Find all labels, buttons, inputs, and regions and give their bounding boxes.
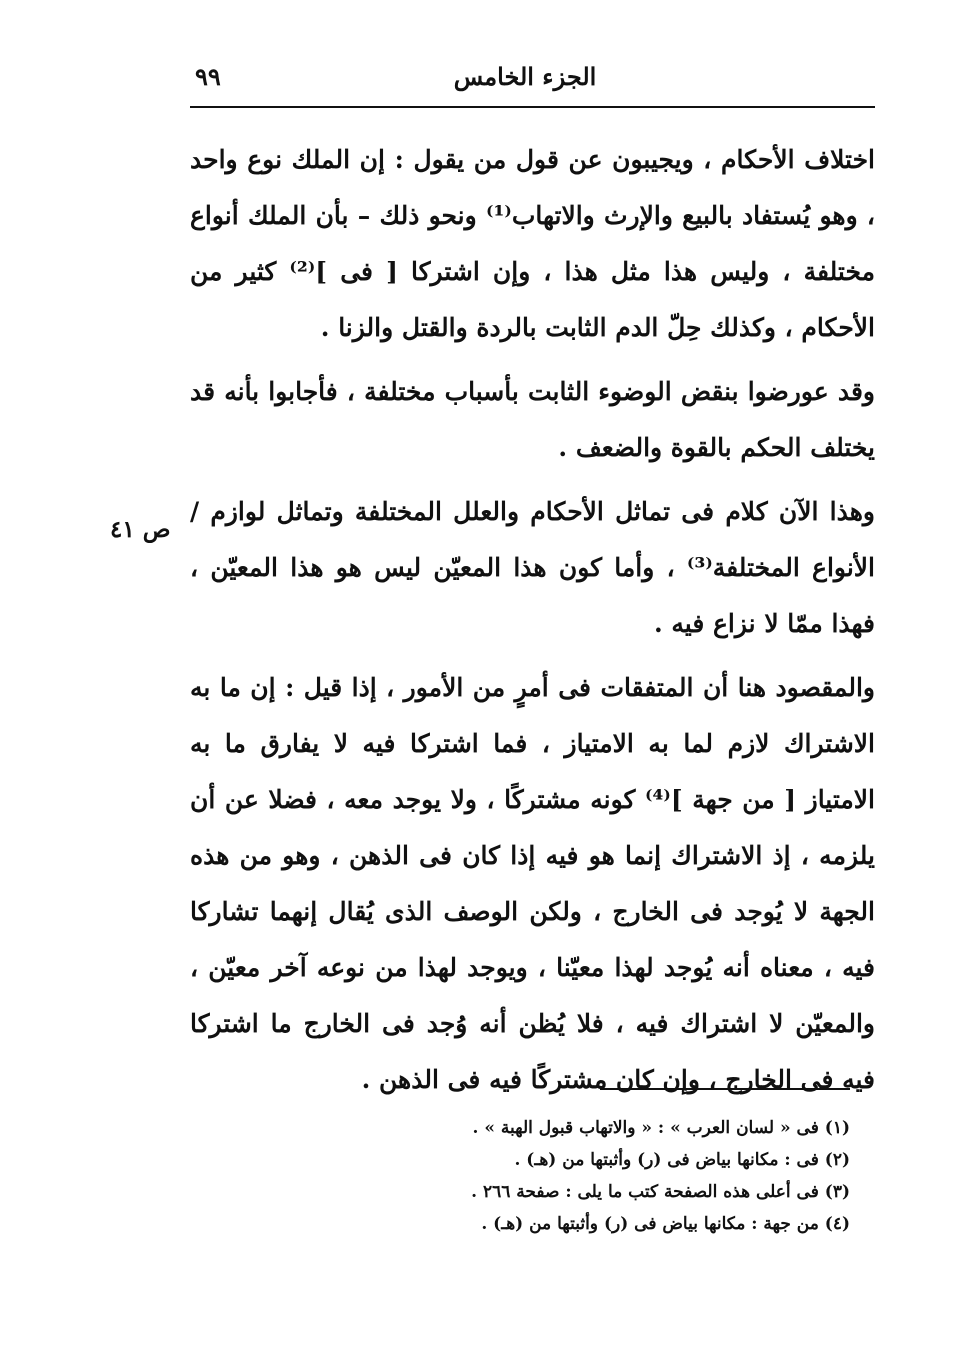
paragraph-3: وهذا الآن كلام فى تماثل الأحكام والعلل المختلفة وتماثل لوازم / الأنواع المختلفة⁽³⁾ ، وأما كون هذا المعيّن ليس هو هذا المعيّن ، فهذا ممّا لا نزاع فيه . xyxy=(190,497,875,638)
footnote-1: (١) فى « لسان العرب » : « والاتهاب قبول الهبة » . xyxy=(472,1118,850,1138)
page-number: ٩٩ xyxy=(195,62,221,91)
paragraph-2: وقد عورضوا بنقض الوضوء الثابت بأسباب مختلفة ، فأجابوا بأنه قد يختلف الحكم بالقوة والضعف . xyxy=(190,377,875,462)
main-text xyxy=(190,132,875,1108)
header-divider xyxy=(190,106,875,108)
footnote-4: (٤) من جهة : مكانها بياض فى (ر) وأثبتها من (هـ) . xyxy=(481,1214,850,1234)
footnote-2: (٢) فى : مكانها بياض فى (ر) وأثبتها من (هـ) . xyxy=(514,1150,850,1170)
paragraph-4: والمقصود هنا أن المتفقات فى أمرٍ من الأمور ، إذا قيل : إن ما به الاشتراك لازم لما به الامتياز ، فما اشتركا فيه لا يفارق ما به الامتياز [ من جهة ]⁽⁴⁾ كونه مشتركًا ، ولا يوجد معه ، فضلا عن أن يلزمه ، إذ الاشتراك إنما هو فيه إذا كان فى الذهن ، وهو من هذه الجهة لا يُوجد فى الخارج ، ولكن الوصف الذى يُقال إنهما تشاركا فيه ، معناه أنه يُوجد لهذا معيّنا ، ويوجد لهذا من نوعه آخر معيّن ، والمعيّن لا اشتراك فيه ، فلا يُظن أنه وُجد فى الخارج ما اشتركا فيه فى الخارج ، وإن كان مشتركًا فيه فى الذهن . xyxy=(190,673,875,1094)
footnote-3: (٣) فى أعلى هذه الصفحة كتب ما يلى : صفحة ٢٦٦ . xyxy=(471,1182,850,1202)
margin-page-reference: ص ٤١ xyxy=(110,516,171,543)
footnote-divider xyxy=(600,1088,850,1090)
footnotes xyxy=(350,1112,850,1240)
paragraph-1: اختلاف الأحكام ، ويجيبون عن قول من يقول : إن الملك نوع واحد ، وهو يُستفاد بالبيع والإرث والاتهاب⁽¹⁾ ونحو ذلك – بأن الملك أنواع مختلفة ، وليس هذا مثل هذا ، وإن اشتركا [ فى ]⁽²⁾ كثير من الأحكام ، وكذلك حِلّ الدم الثابت بالردة والقتل والزنا . xyxy=(190,145,876,342)
running-title: الجزء الخامس xyxy=(453,62,597,91)
